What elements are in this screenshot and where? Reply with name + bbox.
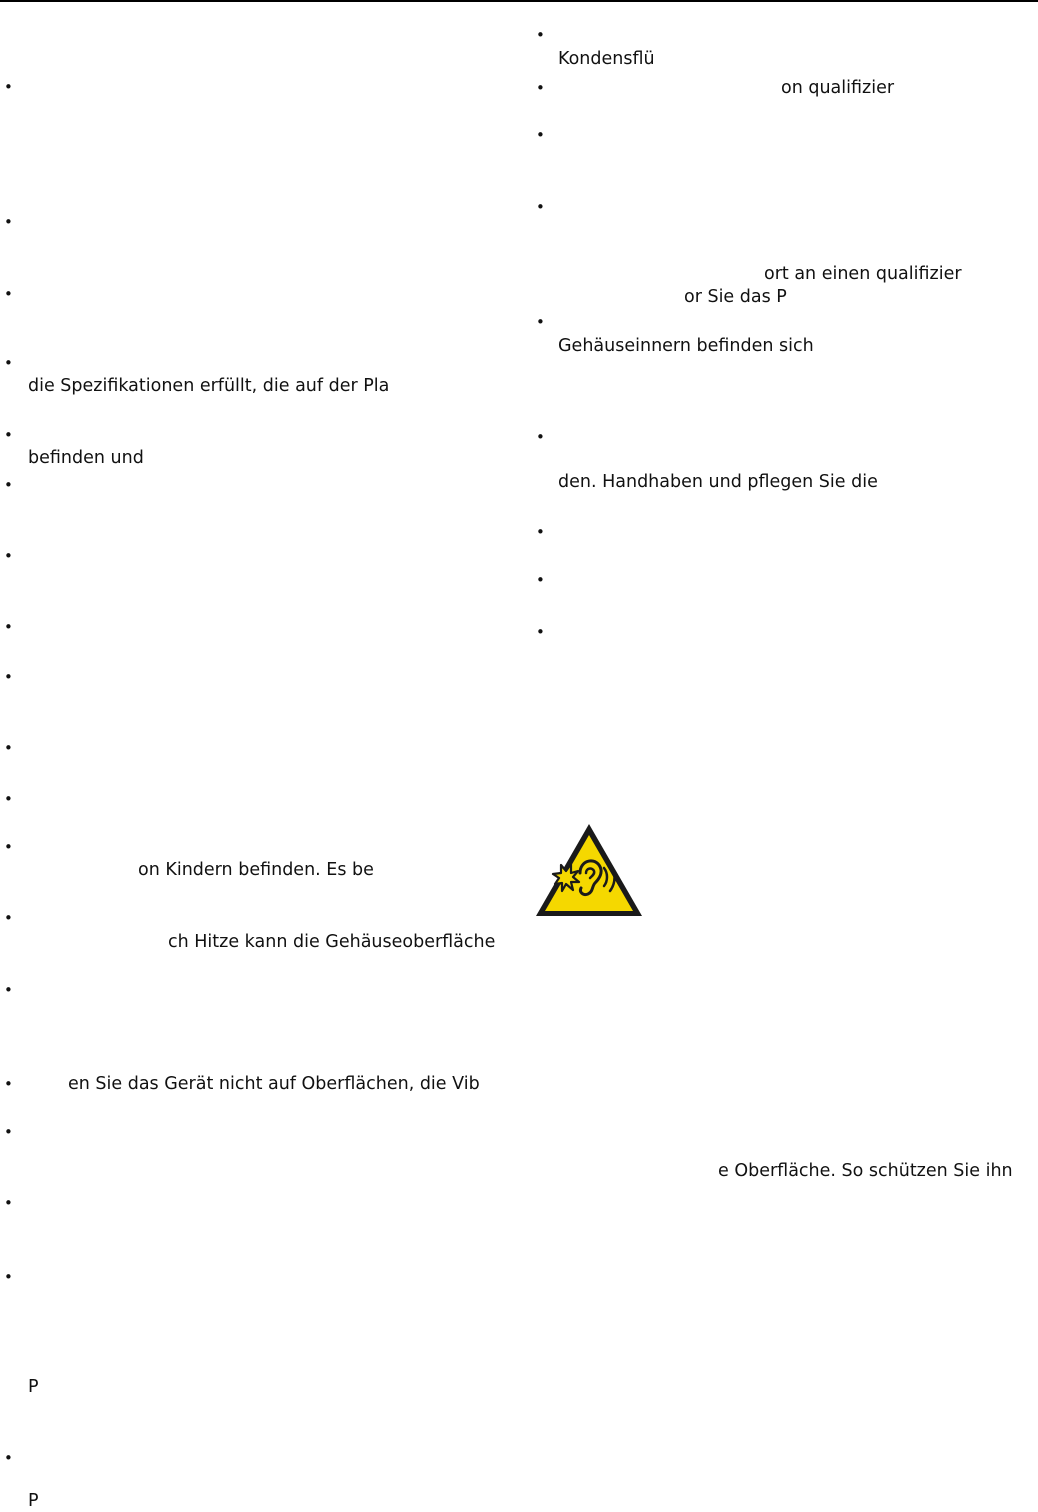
bullet: • xyxy=(4,838,13,856)
top-rule xyxy=(0,0,1038,2)
bullet: • xyxy=(4,790,13,808)
text-fragment: P xyxy=(28,1491,39,1511)
bullet: • xyxy=(536,523,545,541)
bullet: • xyxy=(4,78,13,96)
bullet: • xyxy=(4,1194,13,1212)
text-fragment: e Oberfläche. So schützen Sie ihn xyxy=(718,1161,1013,1181)
bullet: • xyxy=(4,739,13,757)
text-fragment: ort an einen qualifizier xyxy=(764,264,962,284)
text-fragment: ch Hitze kann die Gehäuseoberfläche xyxy=(168,932,496,952)
text-fragment: on qualifizier xyxy=(781,78,895,98)
text-fragment: on Kindern befinden. Es be xyxy=(138,860,374,880)
bullet: • xyxy=(4,547,13,565)
text-fragment: den. Handhaben und pflegen Sie die xyxy=(558,472,878,492)
bullet: • xyxy=(4,285,13,303)
bullet: • xyxy=(536,79,545,97)
bullet: • xyxy=(4,1123,13,1141)
bullet: • xyxy=(536,623,545,641)
bullet: • xyxy=(4,1449,13,1467)
bullet: • xyxy=(4,668,13,686)
bullet: • xyxy=(4,213,13,231)
bullet: • xyxy=(4,354,13,372)
bullet: • xyxy=(4,909,13,927)
text-fragment: or Sie das P xyxy=(684,287,787,307)
bullet: • xyxy=(536,313,545,331)
bullet: • xyxy=(536,571,545,589)
text-fragment: P xyxy=(28,1377,39,1397)
text-fragment: en Sie das Gerät nicht auf Oberflächen, die Vib xyxy=(68,1074,480,1094)
bullet: • xyxy=(4,426,13,444)
bullet: • xyxy=(536,26,545,44)
bullet: • xyxy=(4,981,13,999)
text-fragment: die Spezifikationen erfüllt, die auf der Pla xyxy=(28,376,390,396)
bullet: • xyxy=(4,476,13,494)
bullet: • xyxy=(4,1075,13,1093)
text-fragment: befinden und xyxy=(28,448,144,468)
bullet: • xyxy=(536,428,545,446)
bullet: • xyxy=(536,126,545,144)
bullet: • xyxy=(4,1268,13,1286)
bullet: • xyxy=(536,198,545,216)
text-fragment: Gehäuseinnern befinden sich xyxy=(558,336,814,356)
hearing-damage-warning-icon xyxy=(533,821,645,919)
text-fragment: Kondensflü xyxy=(558,49,655,69)
bullet: • xyxy=(4,618,13,636)
